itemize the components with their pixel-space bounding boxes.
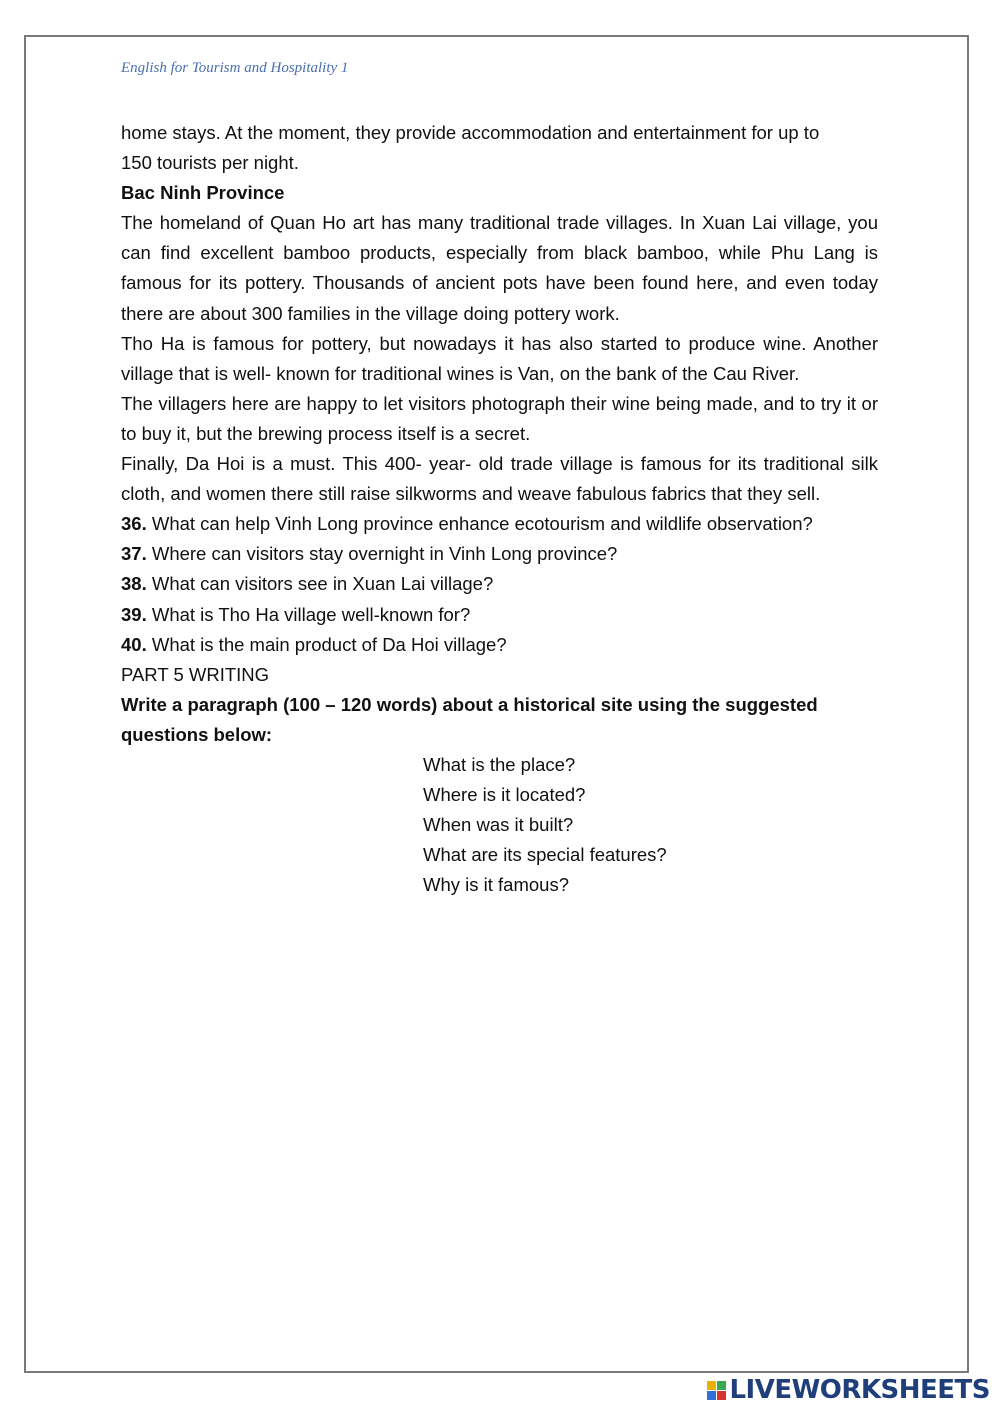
- guide-question: Where is it located?: [423, 784, 586, 806]
- running-header: English for Tourism and Hospitality 1: [121, 60, 349, 76]
- question-item: [121, 539, 878, 569]
- logo-text: LIVEWORKSHEETS: [729, 1375, 990, 1405]
- question-number: 39.: [121, 603, 147, 625]
- question-text: What is Tho Ha village well-known for?: [151, 603, 471, 625]
- liveworksheets-logo[interactable]: [707, 1375, 990, 1405]
- question-number: 40.: [121, 633, 147, 655]
- guide-question: Why is it famous?: [423, 874, 569, 896]
- logo-mark-icon: [707, 1381, 726, 1400]
- paragraph: Tho Ha is famous for pottery, but nowadays it has also started to produce wine. Another village that is well- known for traditional wines is Van, on the bank of the Cau River.: [121, 332, 878, 384]
- intro-line-1: home stays. At the moment, they provide accommodation and entertainment for up to: [121, 122, 820, 143]
- logo-mark-cell: [707, 1381, 716, 1390]
- question-text: Where can visitors stay overnight in Vinh Long province?: [151, 543, 618, 565]
- question-item: [121, 630, 878, 660]
- question-item: [121, 509, 878, 539]
- logo-mark-cell: [707, 1391, 716, 1400]
- question-text: What can help Vinh Long province enhance ecotourism and wildlife observation?: [151, 513, 813, 535]
- guide-question: What is the place?: [423, 753, 576, 775]
- guide-question: When was it built?: [423, 814, 574, 836]
- paragraph: Finally, Da Hoi is a must. This 400- year- old trade village is famous for its traditional silk cloth, and women there still raise silkworms and weave fabulous fabrics that they sell.: [121, 453, 878, 505]
- question-text: What can visitors see in Xuan Lai village?: [151, 573, 494, 595]
- part-heading: PART 5 WRITING: [121, 663, 270, 685]
- paragraph: The homeland of Quan Ho art has many traditional trade villages. In Xuan Lai village, you can find excellent bamboo products, especially from black bamboo, while Phu Lang is famous for its pottery. Thousands of ancient pots have been found here, and even today there are about 300 families in the village doing pottery work.: [121, 212, 878, 324]
- question-item: [121, 569, 878, 599]
- intro-line-2: 150 tourists per night.: [121, 152, 299, 174]
- document-body: [121, 118, 878, 900]
- question-number: 37.: [121, 543, 147, 565]
- logo-mark-cell: [717, 1381, 726, 1390]
- logo-mark-cell: [717, 1391, 726, 1400]
- question-number: 36.: [121, 513, 147, 535]
- section-heading: Bac Ninh Province: [121, 182, 285, 204]
- writing-instruction: Write a paragraph (100 – 120 words) about a historical site using the suggested questions below:: [121, 693, 818, 745]
- paragraph: The villagers here are happy to let visitors photograph their wine being made, and to try it or to buy it, but the brewing process itself is a secret.: [121, 392, 878, 444]
- question-item: [121, 600, 878, 630]
- guide-question: What are its special features?: [423, 844, 667, 866]
- question-number: 38.: [121, 573, 147, 595]
- question-text: What is the main product of Da Hoi village?: [151, 633, 507, 655]
